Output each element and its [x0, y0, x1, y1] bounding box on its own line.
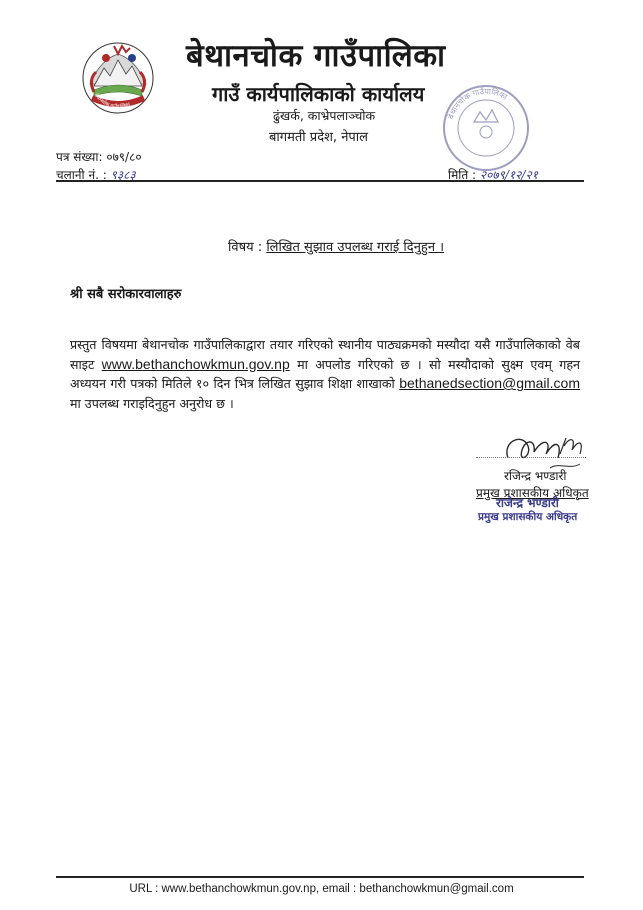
address-line-2: बागमती प्रदेश, नेपाल [269, 130, 368, 145]
date-value: २०७९/१२/२१ [479, 168, 538, 182]
title-stamp: प्रमुख प्रशासकीय अधिकृत [478, 511, 578, 523]
footer-contact: URL : www.bethanchowkmun.gov.np, email : bethanchowkmun@gmail.com [129, 883, 514, 895]
body-text-part-1: प्रस्तुत विषयमा बेथानचोक गाउँपालिकाद्वारा तयार गरिएको स्थानीय पाठ्यक्रमको मस्यौदा यसै गाउँपालिकाको वेब साइट [70, 337, 580, 372]
date-label: मिति : [448, 168, 477, 182]
subject-line [228, 237, 444, 255]
ref-label: पत्र संख्या: [56, 150, 103, 164]
signer-title: प्रमुख प्रशासकीय अधिकृत [476, 486, 589, 500]
office-stamp-seal [440, 82, 532, 174]
letter-reference-number [56, 148, 142, 165]
salutation: श्री सबै सरोकारवालाहरु [70, 287, 182, 302]
name-stamp: राजेन्द्र भण्डारी [496, 496, 559, 510]
subject-text: लिखित सुझाव उपलब्ध गराई दिनुहुन । [266, 240, 445, 255]
address-line-1: ढुंखर्क, काभ्रेपलाञ्चोक [273, 108, 376, 123]
organization-name: बेथानचोक गाउँपालिका [186, 38, 446, 74]
ref-value: ०७९/८० [106, 150, 142, 164]
nepal-emblem-logo [80, 40, 156, 116]
signature-dotted-line [476, 457, 586, 458]
office-name: गाउँ कार्यपालिकाको कार्यालय [212, 82, 425, 106]
stamp-ring-text: बेथानचोक गाउँपालिका [446, 86, 509, 121]
letter-body [70, 335, 580, 413]
website-link[interactable]: www.bethanchowkmun.gov.np [101, 355, 290, 372]
signer-name: रजिन्द्र भण्डारी [504, 469, 567, 483]
emblem-ribbon-text: बेथानचोक गाउँपालिका [92, 92, 132, 111]
email-link[interactable]: bethanedsection@gmail.com [399, 375, 580, 391]
subject-label: विषय : [228, 240, 263, 255]
body-text-part-2: मा अपलोड गरिएको छ । सो मस्यौदाको सुक्ष्म एवम् गहन अध्ययन गरी पत्रको मितिले १० दिन भित्र लिखित सुझाव शिक्षा शाखाको [70, 356, 580, 391]
dispatch-value: ९३८३ [110, 168, 136, 182]
body-text-part-3: मा उपलब्ध गराइदिनुहुन अनुरोध छ । [70, 395, 234, 411]
header-divider [56, 180, 584, 182]
dispatch-label: चलानी नं. : [56, 168, 107, 182]
footer-divider [56, 876, 584, 878]
